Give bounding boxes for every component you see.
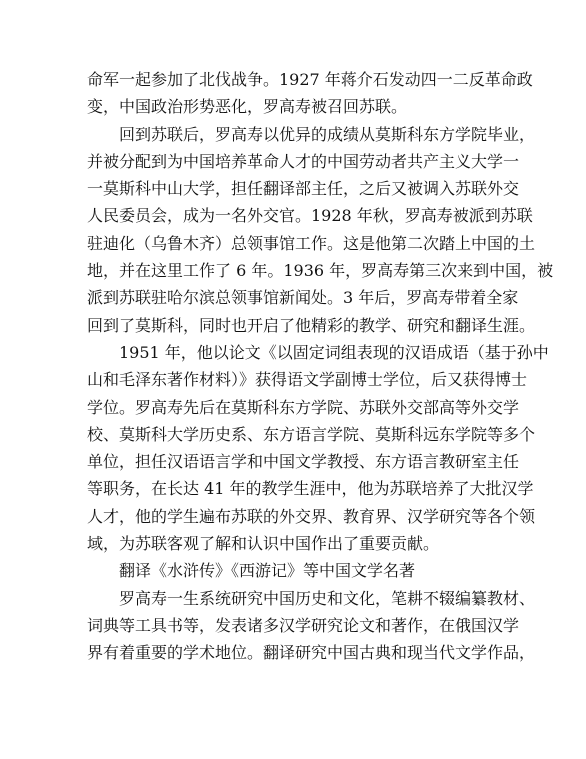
text-line: 驻迪化（乌鲁木齐）总领事馆工作。这是他第二次踏上中国的土	[87, 233, 536, 253]
body-text	[87, 66, 554, 667]
text-line: 命军一起参加了北伐战争。1927 年蒋介石发动四一二反革命政	[87, 70, 533, 89]
text-line: 界有着重要的学术地位。翻译研究中国古典和现当代文学作品，	[87, 643, 536, 663]
text-line: 派到苏联驻哈尔滨总领事馆新闻处。3 年后，罗高寿带着全家	[87, 288, 519, 308]
text-line: 地，并在这里工作了 6 年。1936 年，罗高寿第三次来到中国，被	[87, 261, 554, 281]
paragraph-start-line: 罗高寿一生系统研究中国历史和文化，笔耕不辍编纂教材、	[119, 588, 536, 608]
text-line: 山和毛泽东著作材料）》获得语文学副博士学位，后又获得博士	[87, 370, 528, 390]
text-line: 并被分配到为中国培养革命人才的中国劳动者共产主义大学一	[87, 151, 520, 171]
text-line: 等职务，在长达 41 年的教学生涯中，他为苏联培养了大批汉学	[87, 479, 534, 499]
paragraph-start-line: 1951 年，他以论文《以固定词组表现的汉语成语（基于孙中	[119, 342, 549, 362]
text-line: 词典等工具书等，发表诸多汉学研究论文和著作，在俄国汉学	[87, 615, 520, 635]
paragraph-end-line: 回到了莫斯科，同时也开启了他精彩的教学、研究和翻译生涯。	[87, 315, 536, 335]
text-line: 校、莫斯科大学历史系、东方语言学院、莫斯科远东学院等多个	[87, 424, 536, 444]
text-line: 单位，担任汉语语言学和中国文学教授、东方语言教研室主任	[87, 452, 520, 472]
text-line: 人民委员会，成为一名外交官。1928 年秋，罗高寿被派到苏联	[87, 206, 533, 226]
paragraph-start-line: 回到苏联后，罗高寿以优异的成绩从莫斯科东方学院毕业，	[119, 124, 536, 144]
text-line: 一莫斯科中山大学，担任翻译部主任，之后又被调入苏联外交	[87, 179, 520, 199]
text-line: 人才，他的学生遍布苏联的外交界、教育界、汉学研究等各个领	[87, 506, 536, 526]
paragraph-end-line: 变，中国政治形势恶化，罗高寿被召回苏联。	[87, 97, 408, 117]
paragraph-end-line: 域，为苏联客观了解和认识中国作出了重要贡献。	[87, 534, 440, 554]
text-line: 学位。罗高寿先后在莫斯科东方学院、苏联外交部高等外交学	[87, 397, 520, 417]
section-heading: 翻译《水浒传》《西游记》等中国文学名著	[119, 561, 416, 581]
